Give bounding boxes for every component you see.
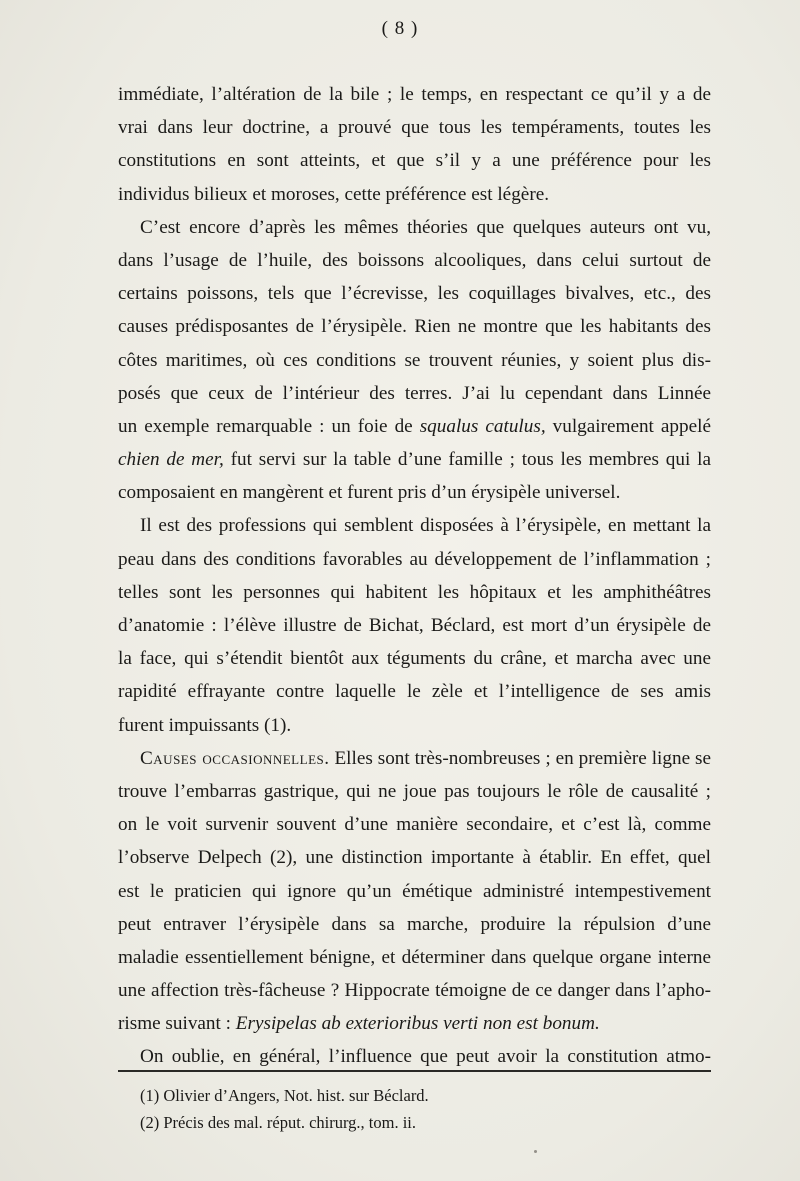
- text-line: certains poissons, tels que l’écrevisse, les coquillages bivalves, etc., des: [118, 283, 711, 305]
- text-line: d’anatomie : l’élève illustre de Bichat, Béclard, est mort d’un érysipèle de: [118, 615, 711, 636]
- text-line: une affection très-fâcheuse ? Hippocrate témoigne de ce danger dans l’apho-: [118, 980, 711, 1002]
- text-line: [118, 443, 711, 476]
- text-line: peut entraver l’érysipèle dans sa marche, produire la répulsion d’une: [118, 913, 711, 935]
- section-heading: Causes occasionnelles.: [140, 747, 330, 769]
- text-line: [118, 742, 711, 775]
- text-line: C’est encore d’après les mêmes théories que quelques auteurs ont vu,: [140, 216, 711, 238]
- text-line: dans l’usage de l’huile, des boissons alcooliques, dans celui surtout de: [118, 249, 711, 271]
- text-line: trouve l’embarras gastrique, qui ne joue pas toujours le rôle de causalité ;: [118, 780, 711, 802]
- text-line: On oublie, en général, l’influence que peut avoir la constitution atmo-: [140, 1046, 711, 1068]
- text-line: individus bilieux et moroses, cette préférence est légère.: [118, 183, 550, 205]
- text-line: [118, 410, 711, 443]
- text-line: l’observe Delpech (2), une distinction importante à établir. En effet, quel: [118, 847, 711, 869]
- footnote: (1) Olivier d’Angers, Not. hist. sur Béclard.: [140, 1086, 429, 1105]
- footnote-divider: [118, 1070, 711, 1072]
- text-line: est le praticien qui ignore qu’un émétique administré intempestivement: [118, 880, 711, 902]
- text-line: telles sont les personnes qui habitent les hôpitaux et les amphithéâtres: [118, 581, 711, 603]
- text-line: composaient en mangèrent et furent pris d’un érysipèle universel.: [118, 482, 621, 504]
- text-line: posés que ceux de l’intérieur des terres. J’ai lu cependant dans Linnée: [118, 382, 711, 404]
- text-fragment: vulgairement appelé: [545, 415, 711, 437]
- footnote: (2) Précis des mal. réput. chirurg., tom. ii.: [140, 1113, 417, 1132]
- ink-speck: [534, 1150, 537, 1153]
- text-line: peau dans des conditions favorables au développement de l’inflammation ;: [118, 548, 711, 570]
- text-line: constitutions en sont atteints, et que s’il y a une préférence pour les: [118, 150, 711, 172]
- text-line: la face, qui s’étendit bientôt aux téguments du crâne, et marcha avec une: [118, 648, 711, 670]
- text-line: furent impuissants (1).: [118, 714, 292, 736]
- text-fragment: Elles sont très-nombreuses ; en première ligne se: [329, 747, 711, 769]
- text-line: Il est des professions qui semblent disposées à l’érysipèle, en mettant la: [140, 515, 711, 537]
- common-name: chien de mer,: [118, 449, 224, 471]
- text-line: [118, 1007, 711, 1040]
- text-fragment: risme suivant :: [118, 1013, 236, 1035]
- species-name: squalus catulus,: [419, 415, 546, 437]
- text-line: côtes maritimes, où ces conditions se trouvent réunies, y soient plus dis-: [118, 349, 711, 371]
- page-number: ( 8 ): [381, 18, 419, 39]
- text-line: causes prédisposantes de l’érysipèle. Rien ne montre que les habitants des: [118, 316, 711, 338]
- text-fragment: un exemple remarquable : un foie de: [118, 415, 420, 437]
- body-text: [118, 78, 711, 1074]
- footnotes: [140, 1082, 700, 1136]
- latin-aphorism: Erysipelas ab exterioribus verti non est bonum.: [235, 1013, 600, 1035]
- text-line: immédiate, l’altération de la bile ; le temps, en respectant ce qu’il y a de: [118, 84, 711, 105]
- text-line: on le voit survenir souvent d’une manière secondaire, et c’est là, comme: [118, 814, 711, 836]
- text-line: rapidité effrayante contre laquelle le zèle et l’intelligence de ses amis: [118, 681, 711, 703]
- text-fragment: fut servi sur la table d’une famille ; tous les membres qui la: [223, 449, 711, 471]
- text-line: vrai dans leur doctrine, a prouvé que tous les tempéraments, toutes les: [118, 117, 711, 139]
- text-line: maladie essentiellement bénigne, et déterminer dans quelque organe interne: [118, 946, 711, 968]
